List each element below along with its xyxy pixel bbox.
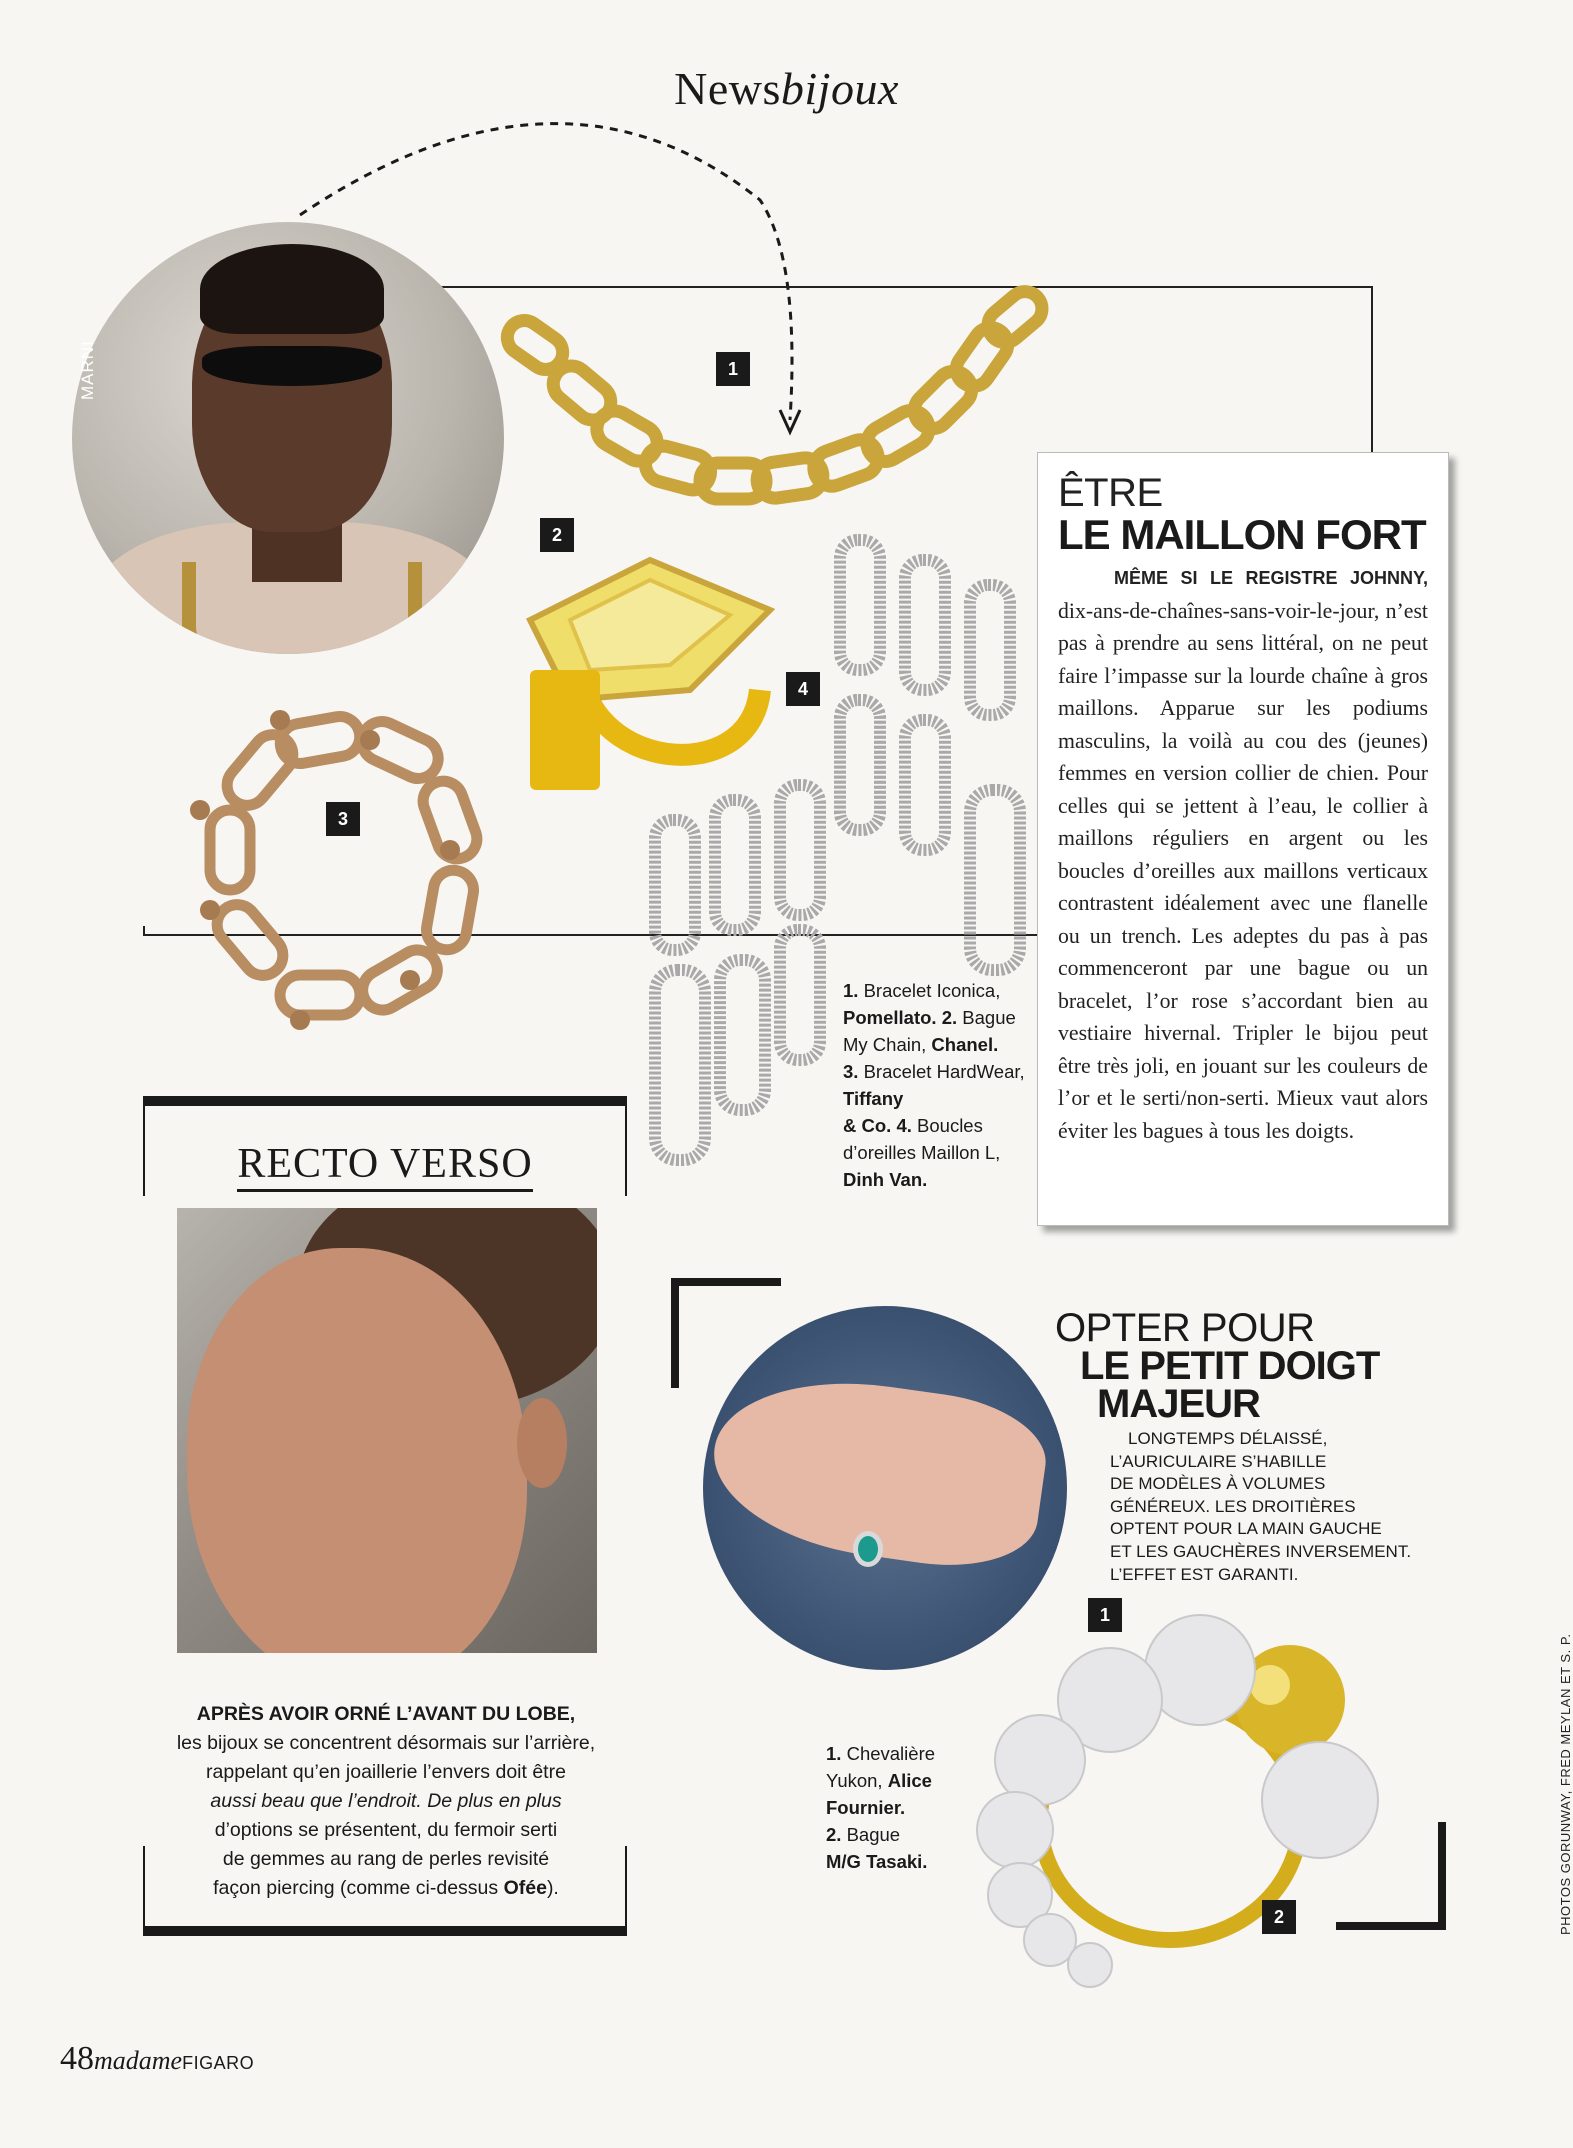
- page-number: 48: [60, 2040, 94, 2077]
- item-tag-3: 3: [326, 802, 360, 836]
- maillon-body-text: dix-ans-de-chaînes-sans-voir-le-jour, n’est pas à prendre au sens littéral, on ne peut faire l’impasse sur la lourde chaîne à gros maillons. Apparue sur les podiums masculins, la voilà au cou des (jeunes) femmes en version collier de chien. Pour celles qui se jettent à l’eau, le collier à maillons réguliers en argent ou les boucles d’oreilles aux maillons verticaux contrastent idéalement avec une flanelle ou un trench. Les adeptes du pas à pas commenceront par une bague ou un bracelet, l’or rose s’accordant bien au vestiaire hivernal. Tripler le bijou peut être très joli, en jouant sur les couleurs de l’or et le serti/non-serti. Mieux vaut alors éviter les bagues à tous les doigts.: [1058, 598, 1428, 1143]
- recto-verso-bottom-right-rule: [625, 1846, 627, 1931]
- header-prefix: News: [674, 63, 781, 114]
- petit-doigt-kicker: OPTER POUR: [1055, 1306, 1315, 1350]
- item-tag-1: 1: [716, 352, 750, 386]
- rose-gold-bracelet-image: [180, 700, 520, 1060]
- item-tag-2: 2: [540, 518, 574, 552]
- item-tag-4: 4: [786, 672, 820, 706]
- pearl-ring-image: [960, 1610, 1410, 1990]
- model-photo: [72, 222, 504, 654]
- recto-verso-text: APRÈS AVOIR ORNÉ L’AVANT DU LOBE, les bijoux se concentrent désormais sur l’arrière, rappelant qu’en joaillerie l’envers doit être aussi beau que l’endroit. De plus en plus d’options se présentent, du fermoir serti de gemmes au rang de perles revisité façon piercing (comme ci-dessus Ofée).: [176, 1703, 596, 1899]
- ring-tag-1: 1: [1088, 1598, 1122, 1632]
- photo-credits: PHOTOS GORUNWAY, FRED MEYLAN ET S. P.: [1558, 1633, 1573, 1935]
- caption-chains: 1. Bracelet Iconica, Pomellato. 2. Bague My Chain, Chanel. 3. Bracelet HardWear, Tiffany & Co. 4. Boucles d’oreilles Maillon L, Dinh Van.: [843, 980, 1025, 1190]
- photo-credit-tag: MARNI: [78, 340, 97, 400]
- magazine-name: madame: [94, 2046, 183, 2075]
- maillon-article-card: [1037, 452, 1449, 1226]
- maillon-body: [1058, 561, 1428, 1147]
- corner-bracket-top: [671, 1278, 781, 1286]
- corner-bracket-bottom: [1336, 1922, 1446, 1930]
- corner-bracket-left: [671, 1278, 679, 1388]
- header-section: bijoux: [780, 63, 899, 114]
- petit-doigt-headline-1: LE PETIT DOIGT: [1080, 1344, 1380, 1388]
- ring-tag-2: 2: [1262, 1900, 1296, 1934]
- petit-doigt-body: LONGTEMPS DÉLAISSÉ, L’AURICULAIRE S’HABILLE DE MODÈLES À VOLUMES GÉNÉREUX. LES DROITIÈRES OPTENT POUR LA MAIN GAUCHE ET LES GAUCHÈRES INVERSEMENT. L’EFFET EST GARANTI.: [1110, 1429, 1412, 1584]
- caption-rings: 1. Chevalière Yukon, Alice Fournier. 2. Bague M/G Tasaki.: [826, 1743, 936, 1872]
- maillon-kicker: ÊTRE: [1058, 471, 1163, 515]
- recto-verso-bottom-left-rule: [143, 1846, 145, 1931]
- magazine-brand: FIGARO: [182, 2053, 255, 2073]
- corner-bracket-right: [1438, 1822, 1446, 1930]
- maillon-headline: LE MAILLON FORT: [1058, 511, 1426, 558]
- recto-verso-top-rule: [143, 1096, 627, 1106]
- earring-model-photo: [177, 1208, 597, 1653]
- section-header: [0, 62, 1573, 115]
- petit-doigt-headline-2: MAJEUR: [1097, 1382, 1260, 1426]
- recto-verso-title: RECTO VERSO: [143, 1140, 627, 1188]
- maillon-lead: MÊME SI LE REGISTRE JOHNNY,: [1114, 568, 1428, 588]
- page-folio: [60, 2040, 254, 2078]
- recto-verso-bottom-rule: [143, 1926, 627, 1936]
